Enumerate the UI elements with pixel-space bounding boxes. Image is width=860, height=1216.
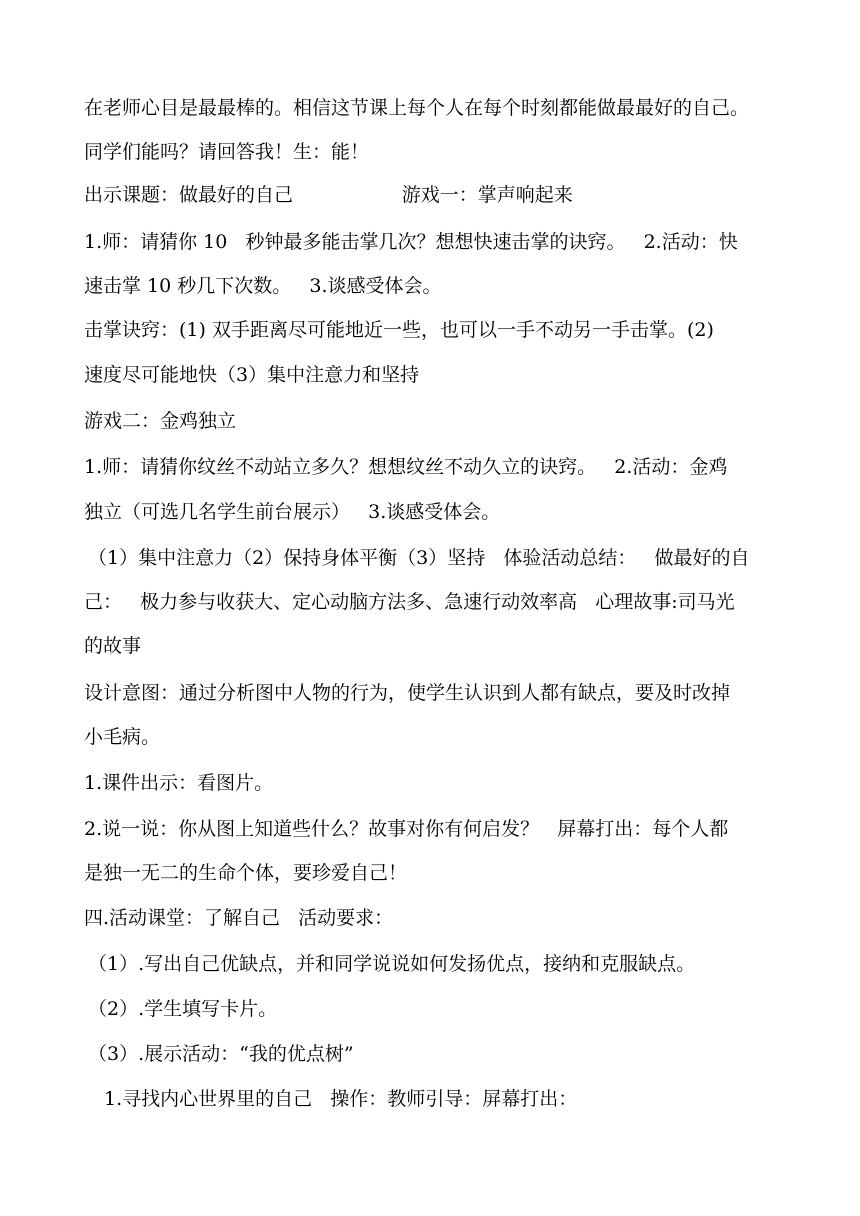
text-line: （3）.展示活动：“我的优点树” xyxy=(88,1043,354,1065)
text-line: 速度尽可能地快（3）集中注意力和坚持 xyxy=(84,364,420,386)
text-line: （1）集中注意力（2）保持身体平衡（3）坚持 体验活动总结： 做最好的自 xyxy=(88,547,750,569)
text-line: 速击掌 10 秒几下次数。 3.谈感受体会。 xyxy=(84,275,442,297)
text-line: 是独一无二的生命个体，要珍爱自己！ xyxy=(84,862,408,884)
text-line: 同学们能吗？请回答我！生：能！ xyxy=(84,141,370,163)
section-heading: 四.活动课堂：了解自己 活动要求： xyxy=(84,907,394,929)
text-line: 1.师：请猜你纹丝不动站立多久？想想纹丝不动久立的诀窍。 2.活动：金鸡 xyxy=(84,456,728,478)
text-line: （2）.学生填写卡片。 xyxy=(88,998,278,1020)
text-line: 2.说一说：你从图上知道些什么？故事对你有何启发？ 屏幕打出：每个人都 xyxy=(84,818,729,840)
text-line: 1.师：请猜你 10 秒钟最多能击掌几次？想想快速击掌的诀窍。 2.活动：快 xyxy=(84,231,738,253)
text-line: 1.课件出示：看图片。 xyxy=(84,772,274,794)
text-line: 独立（可选几名学生前台展示） 3.谈感受体会。 xyxy=(84,501,501,523)
text-line: 1.寻找内心世界里的自己 操作：教师引导：屏幕打出： xyxy=(104,1088,578,1110)
text-line: 的故事 xyxy=(84,635,142,657)
section-heading: 游戏二：金鸡独立 xyxy=(84,410,237,432)
text-line: 在老师心目是最最棒的。相信这节课上每个人在每个时刻都能做最最好的自己。 xyxy=(84,97,750,119)
text-line: 己： 极力参与收获大、定心动脑方法多、急速行动效率高 心理故事:司马光 xyxy=(84,591,735,613)
text-line: 击掌诀窍：(1) 双手距离尽可能地近一些，也可以一手不动另一手击掌。(2) xyxy=(84,319,714,341)
text-line: （1）.写出自己优缺点，并和同学说说如何发扬优点，接纳和克服缺点。 xyxy=(88,953,696,975)
text-line: 设计意图：通过分析图中人物的行为，使学生认识到人都有缺点，要及时改掉 xyxy=(84,682,731,704)
text-line: 出示课题：做最好的自己 游戏一：掌声响起来 xyxy=(84,184,573,206)
text-line: 小毛病。 xyxy=(84,726,161,748)
